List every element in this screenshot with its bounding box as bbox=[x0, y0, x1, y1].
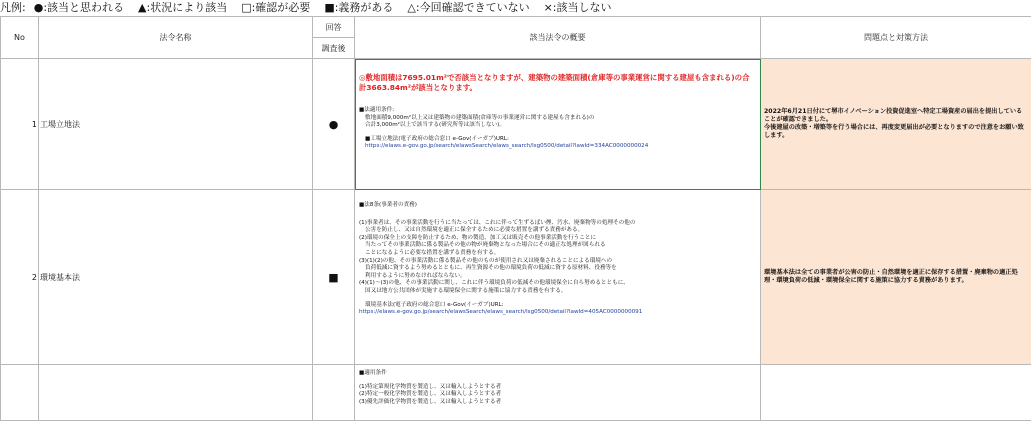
requirement-line: (1)特定第規化学物質を製造し、又は輸入しようとする者 bbox=[359, 383, 502, 390]
duty-line: 公害を防止し、又は自然環境を適正に保全するために必要な措置を講ずる責務がある。 bbox=[365, 227, 584, 234]
row-number: 1 bbox=[1, 59, 39, 190]
duty-line: (2)環境の保全上の支障を防止するため、物の製造、加工又は販売その他事業活動を行うことに bbox=[359, 234, 597, 241]
header-answer: 回答 bbox=[313, 17, 355, 38]
header-issues: 問題点と対策方法 bbox=[761, 17, 1031, 59]
requirement-line: 合計3,000m²以上で該当する(研究所等は該当しない)。 bbox=[365, 122, 505, 129]
table-row bbox=[1, 59, 1031, 190]
legend-item: ×:該当しない bbox=[543, 1, 612, 14]
header-law-name: 法令名称 bbox=[39, 17, 313, 59]
issue-memo: 環境基本法は全ての事業者が公害の防止・自然環境を適正に保存する措置・廃棄物の適正処理・環境負荷の低減・環境保全に関する施策に協力する責務があります。 bbox=[761, 190, 1031, 365]
duty-line: (3)(1)(2)の他、その事業活動に係る製品その他のものが使用され又は廃棄されることによる環境への bbox=[359, 257, 613, 264]
answer-mark bbox=[313, 365, 355, 421]
requirement-line: (3)優先評価化学物質を製造し、又は輸入しようとする者 bbox=[359, 398, 502, 405]
duty-line: 負荷低減に資するよう努めるとともに、再生資源その他の環境負荷の低減に資する原材料、役務等を bbox=[365, 265, 617, 272]
header-no: No bbox=[1, 17, 39, 59]
duty-line: (1)事業者は、その事業活動を行うに当たっては、これに伴って生ずるばい煙、汚水、廃棄物等の処理その他の bbox=[359, 219, 636, 226]
law-table bbox=[0, 16, 1031, 421]
duty-line: 利用するように努めなければならない。 bbox=[365, 272, 466, 279]
egov-link[interactable]: https://elaws.e-gov.go.jp/search/elawsSearch/elaws_search/lsg0500/detail?lawId=334AC0000000024 bbox=[365, 143, 649, 150]
table-row bbox=[1, 365, 1031, 421]
requirement-label: ■法適用条件: bbox=[359, 107, 395, 113]
article-label: ■法8条(事業者の責務) bbox=[359, 202, 417, 208]
memo-line: 今後建屋の改築・増築等を行う場合には、再度変更届出が必要となりますので注意をお願い致します。 bbox=[764, 124, 1024, 139]
row-number: 2 bbox=[1, 190, 39, 365]
legend-prefix: 凡例: bbox=[0, 1, 26, 14]
answer-mark: ● bbox=[313, 59, 355, 190]
legend-item: ▲:状況により該当 bbox=[138, 1, 228, 14]
issue-memo bbox=[761, 59, 1031, 190]
requirement-line: 敷地面積9,000m²以上又は建築物の建築面積(倉庫等の事業運営に関する建屋も含まれる)の bbox=[365, 114, 595, 121]
duty-line: (4)(1)〜(3)の他、その事業活動に関し、これに伴う環境負荷の低減その他環境保全に自ら努めるとともに、 bbox=[359, 280, 629, 287]
duty-line: 国又は地方公共団体が実施する環境保全に関する施策に協力する責務を有する。 bbox=[365, 287, 567, 294]
legend-item: □:確認が必要 bbox=[241, 1, 311, 14]
legend-item: ●:該当と思われる bbox=[33, 1, 125, 14]
law-summary bbox=[355, 365, 761, 421]
duty-line: 当たってその事業活動に係る製品その他の物が廃棄物となった場合にその適正な処理が図られる bbox=[365, 242, 606, 249]
table-row bbox=[1, 190, 1031, 365]
law-name bbox=[39, 365, 313, 421]
duty-line: ことになるように必要な措置を講ずる責務を有する。 bbox=[365, 249, 500, 256]
link-label: 環境基本法(電子政府の総合窓口 e-Gov(イーガブ)URL: bbox=[365, 301, 504, 308]
answer-mark: ■ bbox=[313, 190, 355, 365]
summary-highlight: ◎敷地面積は7695.01m²で否該当となりますが、建築物の建築面積(倉庫等の事業運営に関する建屋も含まれる)の合計3663.84m²が該当となります。 bbox=[359, 73, 750, 92]
legend-item: ■:義務がある bbox=[324, 1, 394, 14]
legend bbox=[0, 0, 1031, 16]
header-after-survey: 調査後 bbox=[313, 38, 355, 59]
row-number bbox=[1, 365, 39, 421]
law-summary[interactable] bbox=[355, 59, 761, 190]
law-summary bbox=[355, 190, 761, 365]
requirement-line: (2)特定一般化学物質を製造し、又は輸入しようとする者 bbox=[359, 391, 502, 398]
link-label: ■工場立地法(電子政府の総合窓口 e-Gov(イーガブ)URL: bbox=[365, 135, 509, 142]
header-summary: 該当法令の概要 bbox=[355, 17, 761, 59]
law-name: 環境基本法 bbox=[39, 190, 313, 365]
law-name: 工場立地法 bbox=[39, 59, 313, 190]
legend-item: △:今回確認できていない bbox=[407, 1, 530, 14]
issue-memo bbox=[761, 365, 1031, 421]
memo-line: 2022年6月21日付にて堺市イノベーション投資促進室へ特定工場資産の届出を提出していることが確認できました。 bbox=[764, 108, 1023, 123]
egov-link[interactable]: https://elaws.e-gov.go.jp/search/elawsSearch/elaws_search/lsg0500/detail?lawId=405AC0000000091 bbox=[359, 309, 643, 316]
requirement-label: ■適用条件 bbox=[359, 370, 387, 376]
